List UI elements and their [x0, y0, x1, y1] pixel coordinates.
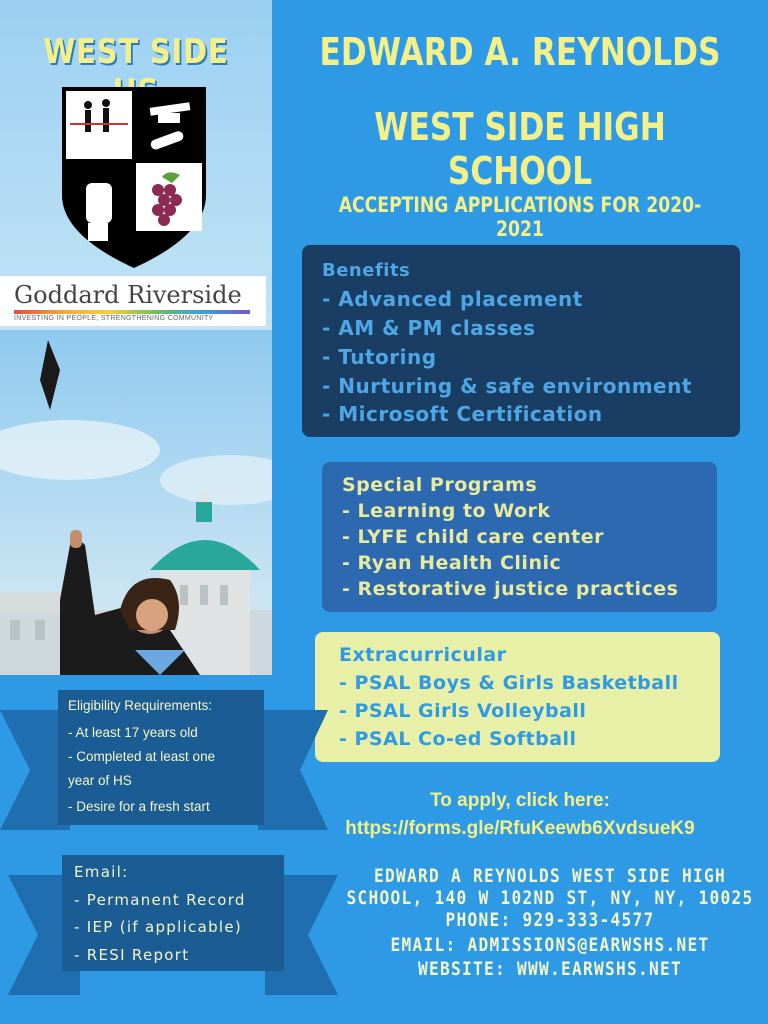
school-name-line1: EDWARD A. REYNOLDS — [319, 30, 721, 74]
partner-tagline: INVESTING IN PEOPLE, STRENGTHENING COMMUNITY — [14, 315, 214, 322]
list-item: year of HS — [68, 773, 132, 788]
school-short-title: WEST SIDE — [43, 32, 229, 72]
apply-label: To apply, click here: — [430, 790, 610, 811]
contact-address-line1: EDWARD A REYNOLDS WEST SIDE HIGH — [374, 865, 726, 887]
list-item: - Permanent Record — [74, 891, 246, 909]
email-requirements-box — [62, 855, 284, 971]
list-item: - Nurturing & safe environment — [322, 374, 692, 398]
list-item: - IEP (if applicable) — [74, 918, 243, 936]
contact-email[interactable]: EMAIL: ADMISSIONS@EARWSHS.NET — [390, 934, 710, 956]
graduate-photo — [0, 330, 272, 675]
list-item: - Tutoring — [322, 345, 437, 369]
contact-address-line2: SCHOOL, 140 W 102ND ST, NY, NY, 10025 — [346, 887, 754, 909]
list-item: - At least 17 years old — [68, 725, 198, 740]
email-title: Email: — [74, 863, 129, 881]
school-name-line2: WEST SIDE HIGH SCHOOL — [374, 105, 666, 193]
benefits-title: Benefits — [322, 260, 411, 281]
eligibility-box — [58, 690, 264, 825]
list-item: - PSAL Co-ed Softball — [339, 728, 577, 750]
partner-logo — [0, 276, 266, 326]
applications-heading: ACCEPTING APPLICATIONS FOR 2020-2021 — [338, 193, 702, 241]
special-programs-title: Special Programs — [342, 474, 538, 496]
list-item: - Desire for a fresh start — [68, 799, 210, 814]
extracurricular-title: Extracurricular — [339, 644, 507, 666]
list-item: - PSAL Girls Volleyball — [339, 700, 587, 722]
list-item: - Advanced placement — [322, 287, 583, 311]
list-item: - Ryan Health Clinic — [342, 552, 562, 574]
school-crest-icon — [58, 85, 210, 270]
list-item: - Microsoft Certification — [322, 402, 603, 426]
list-item: - PSAL Boys & Girls Basketball — [339, 672, 679, 694]
partner-name: Goddard Riverside — [14, 281, 242, 309]
list-item: - Completed at least one — [68, 749, 216, 764]
apply-link[interactable]: https://forms.gle/RfuKeewb6XvdsueK9 — [345, 818, 695, 839]
extracurricular-box — [315, 632, 720, 762]
contact-phone: PHONE: 929-333-4577 — [445, 909, 655, 931]
list-item: - Restorative justice practices — [342, 578, 679, 600]
special-programs-box — [322, 462, 717, 612]
contact-website[interactable]: WEBSITE: WWW.EARWSHS.NET — [418, 958, 682, 980]
list-item: - Learning to Work — [342, 500, 551, 522]
partner-stripe — [14, 310, 250, 314]
eligibility-title: Eligibility Requirements: — [68, 698, 213, 713]
list-item: - AM & PM classes — [322, 316, 536, 340]
list-item: - LYFE child care center — [342, 526, 604, 548]
benefits-box — [302, 245, 740, 437]
list-item: - RESI Report — [74, 946, 190, 964]
